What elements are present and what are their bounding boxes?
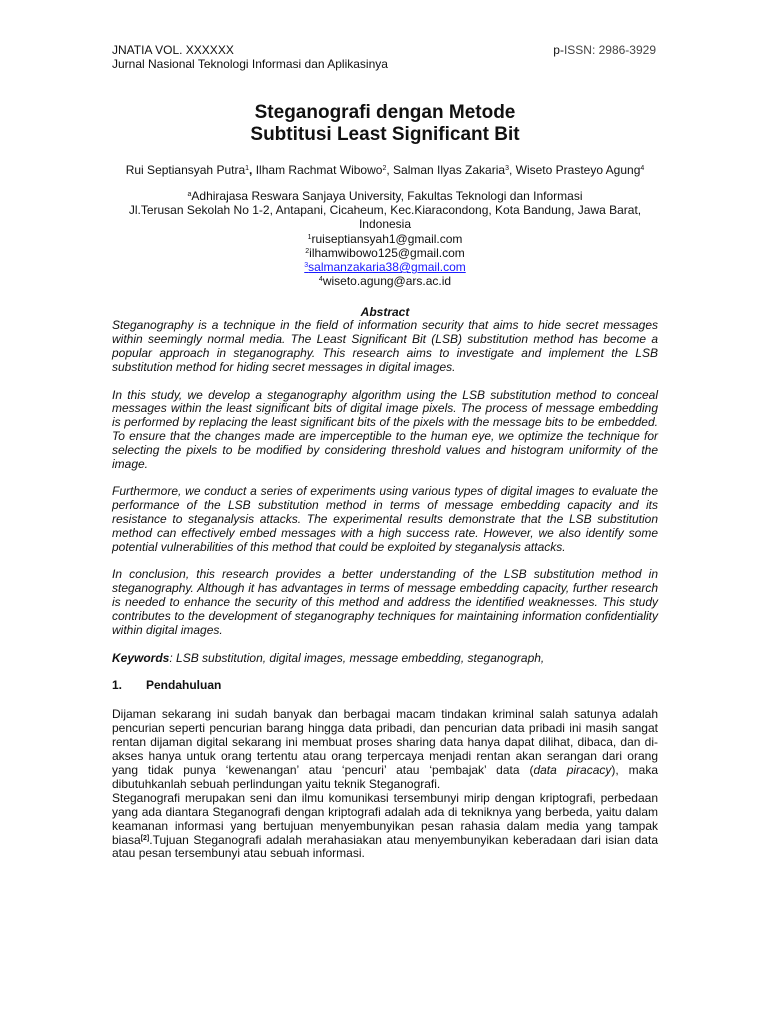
running-header-right <box>553 43 656 57</box>
abstract-paragraph: Furthermore, we conduct a series of experiments using various types of digital images to evaluate the performance of the LSB substitution method in terms of message embedding capacity and its resistance to steganalysis attacks. The experimental results demonstrate that the LSB substitution method can effectively embed messages with a high success rate. However, we also identify some potential vulnerabilities of this method that could be exploited by steganalysis attacks. <box>112 484 658 554</box>
keywords-label: Keywords <box>112 651 170 666</box>
author-4: Wiseto Prasteyo Agung <box>515 163 641 177</box>
body-paragraph-2: Steganografi merupakan seni dan ilmu komunikasi tersembunyi mirip dengan kriptografi, perbedaan yang ada diantara Steganografi dengan kriptografi adalah ada di tekniknya yang berbeda, yaitu dalam keamanan informasi yang bertujuan menyembunyikan pesan rahasia dalam media yang tampak biasa[2].Tujuan Steganografi adalah merahasiakan atau menyembunyikan keberadaan dari isian data atau pesan tersembunyi atau sebuah informasi. <box>112 790 658 861</box>
section-number: 1. <box>112 678 123 693</box>
email-link[interactable]: $^3$salmanzakaria38@gmail.com <box>304 260 466 275</box>
abstract-paragraph: Steganography is a technique in the field of information security that aims to hide secret messages within seemingly normal media. The Least Significant Bit (LSB) substitution method has become a popular approach in steganography. This research aims to investigate and implement the LSB substitution method for hiding secret messages in digital images. <box>112 318 658 374</box>
citation-ref: [2] <box>140 834 150 842</box>
body-paragraph-1: Dijaman sekarang ini sudah banyak dan berbagai macam tindakan kriminal salah satunya adalah pencurian seperti pencurian barang hingga data pribadi, dan pencurian data pribadi ini masih sangat rentan dijaman digital sekarang ini membuat proses sharing data hanya dapat dilihat, dibaca, dan di-akses hanya untuk orang tertentu atau orang terpercaya menjadi rentan akan serangan dari orang yang tidak punya ‘kewenangan’ atau ‘pencuri’ atau ‘pembajak’ data (data piracacy), maka dibutuhkanlah sebuah perlindungan yaitu teknik Steganografi. <box>112 707 658 791</box>
paper-content <box>112 102 658 861</box>
journal-short: JNATIA VOL. XXXXXX <box>112 43 234 57</box>
paper-title <box>112 102 658 146</box>
abstract-paragraph: In conclusion, this research provides a better understanding of the LSB substitution method in steganography. Although it has advantages in terms of message embedding capacity, further research is needed to enhance the security of this method and address the identified weaknesses. This study contributes to the development of steganography techniques for maintaining information confidentiality within digital images. <box>112 567 658 637</box>
issn: ISSN: 2986-3929 <box>563 43 656 57</box>
abstract-body <box>112 319 658 637</box>
running-header-left <box>112 43 388 71</box>
issn-prefix: p- <box>553 43 564 57</box>
section-body <box>112 708 658 861</box>
journal-full: Jurnal Nasional Teknologi Informasi dan Aplikasinya <box>112 57 388 71</box>
title-line-2: Subtitusi Least Significant Bit <box>250 124 520 145</box>
email-4: $^4$wiseto.agung@ars.ac.id <box>318 274 452 289</box>
keywords-text: : LSB substitution, digital images, message embedding, steganograph, <box>169 651 545 666</box>
email-3 <box>112 260 658 274</box>
title-line-1: Steganografi dengan Metode <box>254 102 516 123</box>
section-heading <box>112 678 658 692</box>
author-list: Rui Septiansyah Putra$^1$, Ilham Rachmat Wibowo$^2$, Salman Ilyas Zakaria$^3$, Wiseto Prasteyo Agung$^4$ <box>125 163 645 177</box>
section-title: Pendahuluan <box>146 678 222 693</box>
abstract-paragraph: In this study, we develop a steganography algorithm using the LSB substitution method to conceal messages within the least significant bits of digital image pixels. The process of message embedding is performed by replacing the least significant bits of the pixels with the message bits to be embedded. To ensure that the changes made are imperceptible to the human eye, we optimize the technique for selecting the pixels to be modified by considering threshold values and histogram uniformity of the image. <box>112 387 658 471</box>
email-1: $^1$ruiseptiansyah1@gmail.com <box>307 231 463 246</box>
address: Jl.Terusan Sekolah No 1-2, Antapani, Cicaheum, Kec.Kiaracondong, Kota Bandung, Jawa Barat, Indonesia <box>128 203 642 232</box>
author-1: Rui Septiansyah Putra <box>125 163 246 177</box>
affiliation-block <box>112 189 658 288</box>
author-2: Ilham Rachmat Wibowo <box>255 163 383 177</box>
author-3: Salman Ilyas Zakaria <box>393 163 506 177</box>
email-2: $^2$ilhamwibowo125@gmail.com <box>305 245 465 260</box>
abstract-heading: Abstract <box>360 305 410 320</box>
keywords <box>112 651 658 665</box>
institution: $^a$Adhirajasa Reswara Sanjaya University, Fakultas Teknologi dan Informasi <box>187 189 583 203</box>
